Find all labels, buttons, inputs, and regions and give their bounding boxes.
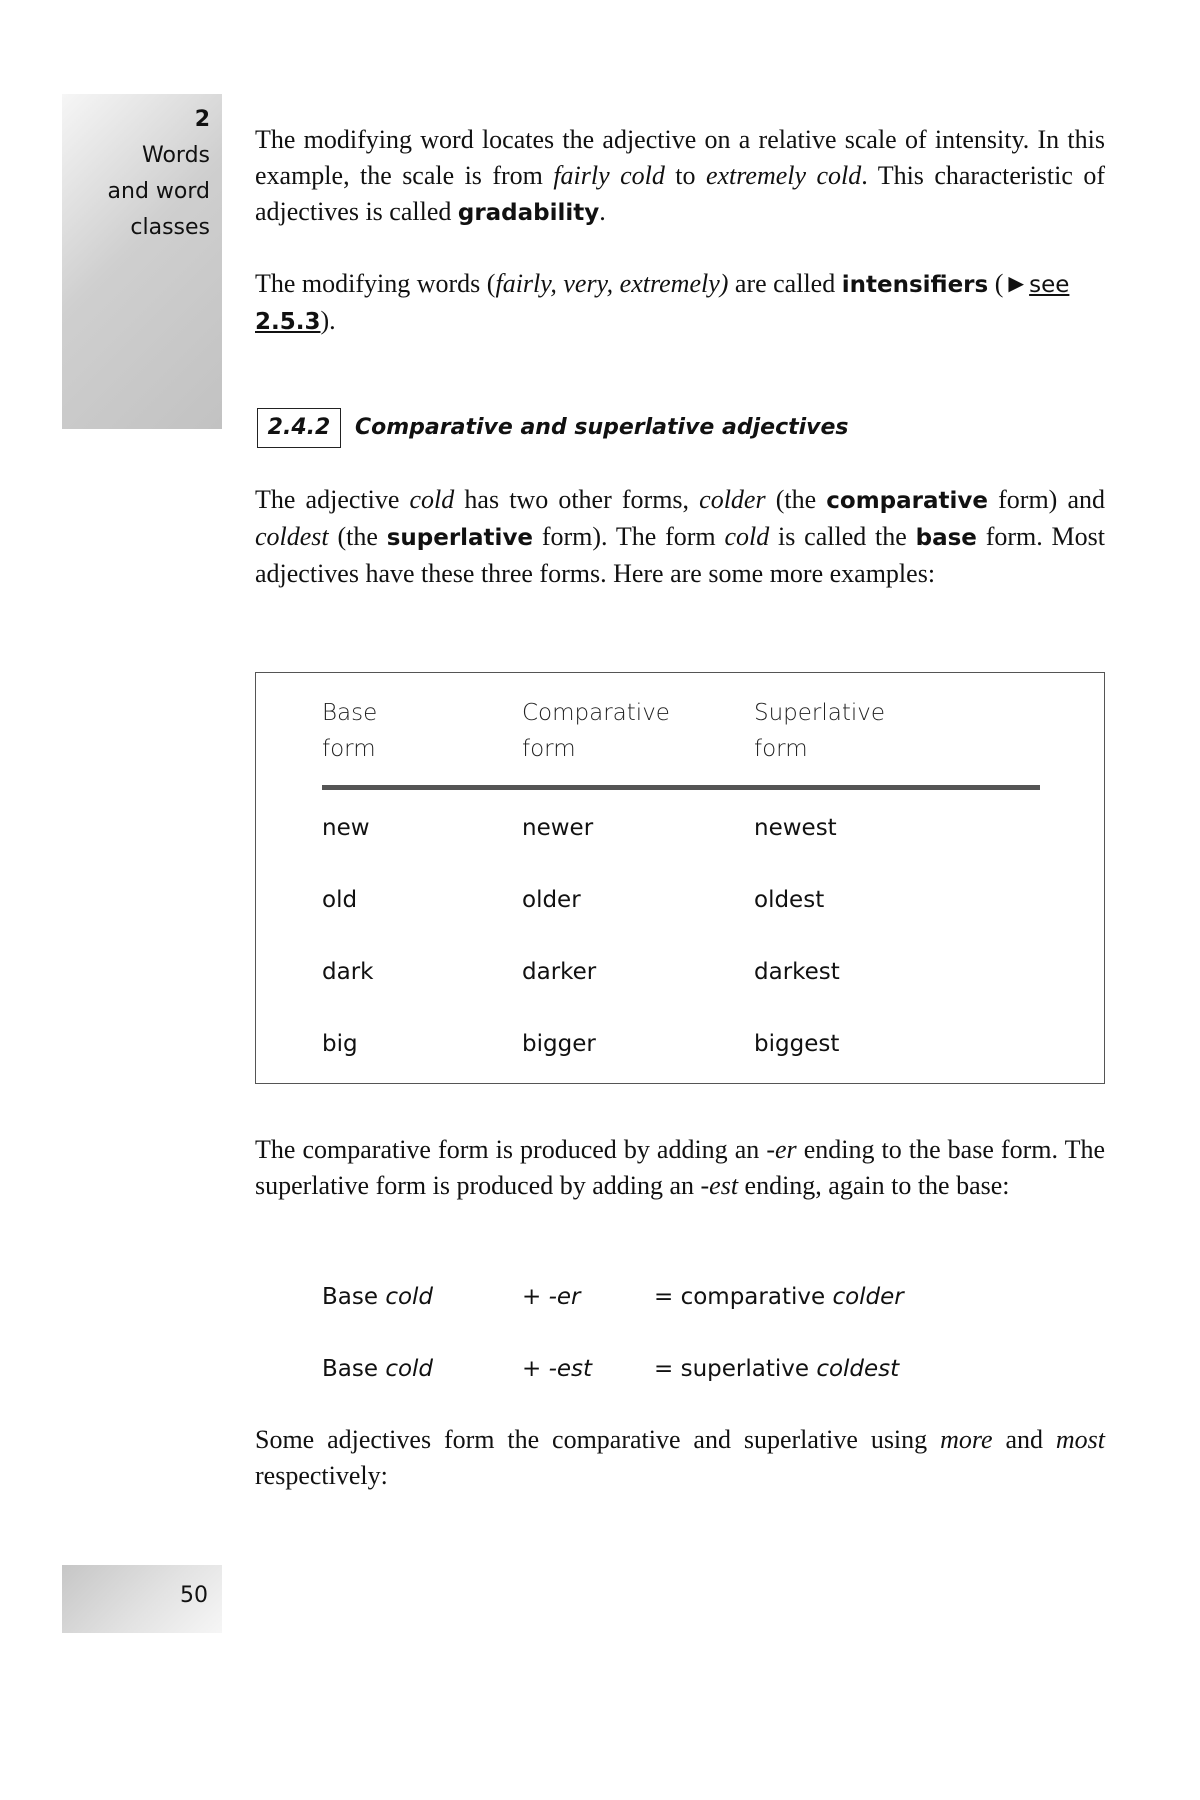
text: ending, again to the base: xyxy=(738,1171,1010,1200)
bold-term: intensifiers xyxy=(841,272,989,298)
chapter-title-line-3: classes xyxy=(130,215,210,240)
paragraph-more-most xyxy=(255,1422,1105,1494)
italic-term: cold xyxy=(385,1356,434,1382)
header-line: Base xyxy=(322,700,378,726)
italic-term: coldest xyxy=(816,1356,900,1382)
italic-term: colder xyxy=(699,485,766,514)
formula-comparative-suffix xyxy=(522,1282,581,1312)
bold-term: superlative xyxy=(386,525,534,551)
formula-superlative-base xyxy=(322,1354,433,1384)
italic-term: cold xyxy=(385,1284,434,1310)
italic-term: fairly cold xyxy=(553,161,665,190)
table-header-superlative xyxy=(754,695,934,767)
text: has two other forms, xyxy=(454,485,700,514)
text: . This characteristic of adjectives is called xyxy=(255,161,1106,226)
header-line: Comparative xyxy=(522,700,670,726)
see-link[interactable]: see xyxy=(1029,272,1070,298)
italic-term: -er xyxy=(548,1284,581,1310)
page-number-tab xyxy=(62,1565,222,1633)
section-number: 2.4.2 xyxy=(257,408,341,448)
text: = superlative xyxy=(654,1356,817,1382)
table-cell: oldest xyxy=(754,887,825,913)
italic-term: coldest xyxy=(255,522,329,551)
formula-superlative-suffix xyxy=(522,1354,592,1384)
text: ). xyxy=(320,306,336,335)
text: The adjective xyxy=(255,485,410,514)
italic-term: colder xyxy=(832,1284,904,1310)
italic-term: cold xyxy=(724,522,770,551)
header-line: form xyxy=(322,736,376,762)
text: + xyxy=(522,1284,549,1310)
chapter-side-tab xyxy=(62,94,222,429)
formula-comparative-result xyxy=(654,1282,904,1312)
text: + xyxy=(522,1356,549,1382)
header-line: form xyxy=(522,736,576,762)
paragraph-endings xyxy=(255,1132,1105,1204)
table-cell: newer xyxy=(522,815,594,841)
italic-term: -er xyxy=(766,1135,797,1164)
text: . xyxy=(599,197,606,226)
table-cell: new xyxy=(322,815,370,841)
text: The comparative form is produced by adding an xyxy=(255,1135,767,1164)
text: to xyxy=(664,161,706,190)
table-cell: newest xyxy=(754,815,837,841)
table-cell: dark xyxy=(322,959,374,985)
paragraph-gradability xyxy=(255,122,1105,231)
text: Base xyxy=(322,1356,386,1382)
bold-term: comparative xyxy=(826,488,988,514)
table-cell: bigger xyxy=(522,1031,596,1057)
text: Some adjectives form the comparative and superlative using xyxy=(255,1425,941,1454)
table-cell: darkest xyxy=(754,959,840,985)
formula-comparative-base xyxy=(322,1282,433,1312)
text: form. Most adjectives have these three forms. Here are some more examples: xyxy=(255,522,1105,588)
italic-term: most xyxy=(1055,1425,1105,1454)
chapter-number: 2 xyxy=(194,107,210,132)
chapter-title-line-2: and word xyxy=(107,179,210,204)
paragraph-forms xyxy=(255,482,1105,592)
italic-term: -est xyxy=(548,1356,593,1382)
bold-term: gradability xyxy=(457,200,600,226)
text: (the xyxy=(328,522,387,551)
table-header-rule xyxy=(322,785,1040,790)
text: Base xyxy=(322,1284,386,1310)
table-cell: darker xyxy=(522,959,597,985)
table-cell: big xyxy=(322,1031,358,1057)
adjective-forms-table xyxy=(255,672,1105,1084)
text: respectively: xyxy=(255,1461,388,1490)
table-cell: biggest xyxy=(754,1031,840,1057)
paragraph-intensifiers xyxy=(255,266,1105,340)
header-line: Superlative xyxy=(754,700,886,726)
section-title: Comparative and superlative adjectives xyxy=(355,415,849,440)
italic-term: cold xyxy=(409,485,455,514)
table-cell: older xyxy=(522,887,581,913)
table-header-base xyxy=(322,695,502,767)
bold-term: base xyxy=(915,525,977,551)
italic-term: more xyxy=(940,1425,993,1454)
formula-superlative-result xyxy=(654,1354,899,1384)
italic-term: -est xyxy=(700,1171,739,1200)
italic-term: fairly, very, extremely) xyxy=(495,269,729,298)
table-cell: old xyxy=(322,887,358,913)
text: The modifying words ( xyxy=(255,269,496,298)
text: (► xyxy=(988,269,1030,298)
text: and xyxy=(992,1425,1056,1454)
text: form). The form xyxy=(533,522,725,551)
text: (the xyxy=(765,485,827,514)
text: are called xyxy=(728,269,842,298)
text: = comparative xyxy=(654,1284,833,1310)
table-header-comparative xyxy=(522,695,702,767)
chapter-label xyxy=(108,102,210,246)
header-line: form xyxy=(754,736,808,762)
text: form) and xyxy=(988,485,1105,514)
italic-term: extremely cold xyxy=(705,161,862,190)
page-number: 50 xyxy=(180,1583,208,1608)
chapter-title-line-1: Words xyxy=(141,143,210,168)
text: ending to the base form. The superlative form is produced by adding an xyxy=(255,1135,1105,1200)
text: The modifying word locates the adjective on a relative scale of intensity. In this example, the scale is from xyxy=(255,125,1105,190)
cross-reference-link[interactable]: 2.5.3 xyxy=(255,309,321,335)
text: is called the xyxy=(769,522,916,551)
